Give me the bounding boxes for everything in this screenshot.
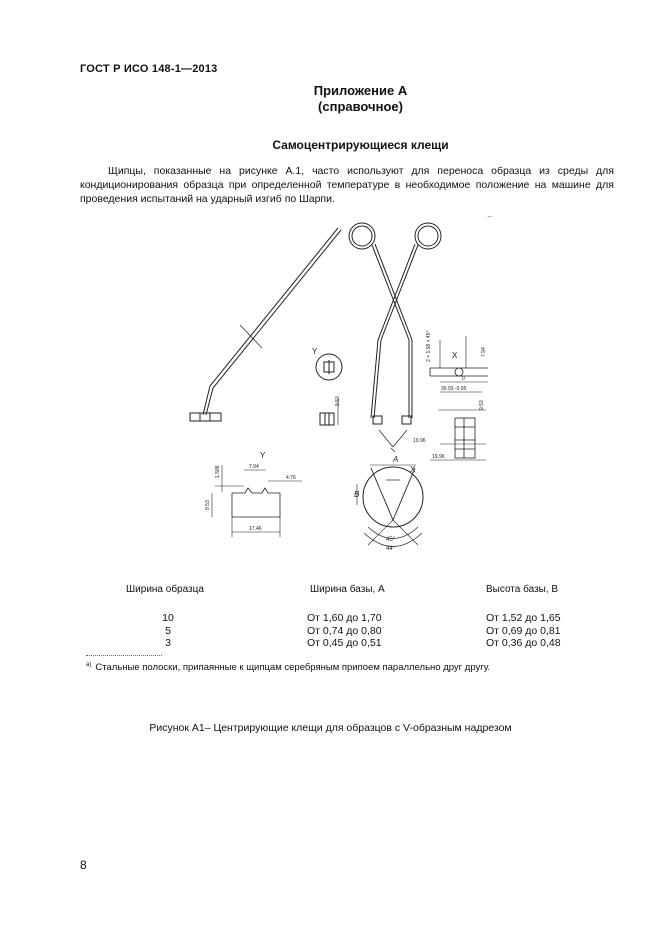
table-cell: От 1,52 до 1,65: [486, 612, 561, 624]
scan-marks: ..: [487, 209, 493, 219]
dim-19-96-b: 19.96: [432, 454, 445, 460]
dim-7-94-b: 7.94: [481, 347, 487, 357]
table-cell: 10: [162, 612, 174, 624]
dim-9-53-a: 9.53: [205, 500, 211, 510]
label-b-dim: B: [354, 490, 360, 499]
footnote-text: Стальные полоски, припаянные к щипцам серебряным припоем параллельно друг другу.: [95, 662, 491, 673]
detail-x-block: [430, 336, 488, 460]
section-y-circle: [316, 354, 342, 380]
dim-tolerance: 39.93 -0.05: [441, 386, 467, 392]
table-cell: От 0,69 до 0,81: [486, 624, 561, 637]
table-cell: От 0,45 до 0,51: [307, 637, 382, 649]
table-column-width: [160, 612, 176, 650]
label-a-dim: A: [393, 455, 399, 464]
page-number: 8: [80, 858, 87, 872]
dim-zero: 0: [462, 376, 465, 382]
annex-subtitle: (справочное): [318, 99, 403, 114]
dim-19-96-a: 19.96: [413, 438, 426, 444]
table-cell: 5: [165, 624, 171, 637]
angle-44: 44°: [386, 546, 396, 552]
dim-9-53-c: 9.53: [335, 396, 341, 406]
dim-17-46: 17.46: [249, 526, 262, 532]
dim-1-588: 1.588: [215, 465, 221, 478]
footnote-marker: a): [86, 662, 92, 668]
section-title: Самоцентрирующиеся клещи: [272, 138, 449, 152]
dim-chamfer: 2 × 1.58 × 45°: [426, 330, 432, 362]
document-header: ГОСТ Р ИСО 148-1—2013: [80, 63, 218, 75]
table-cell: 3: [165, 637, 171, 649]
table-column-base-height: [486, 612, 561, 650]
label-y-detail: Y: [260, 451, 266, 460]
table-cell: От 0,36 до 0,48: [486, 637, 561, 649]
dim-4-76: 4.76: [286, 475, 296, 481]
label-y-top: Y: [312, 347, 318, 356]
dim-7-94-a: 7.94: [249, 464, 259, 470]
table-cell: От 1,60 до 1,70: [307, 612, 382, 624]
table-column-base-width: [307, 612, 382, 650]
footnote: [86, 662, 490, 673]
table-cell: От 0,74 до 0,80: [307, 624, 382, 637]
table-header-base-width: Ширина базы, A: [310, 584, 385, 595]
side-view-tong: [190, 228, 341, 421]
figure-caption: Рисунок А1– Центрирующие клещи для образцов с V-образным надрезом: [149, 722, 512, 734]
body-paragraph: Щипцы, показанные на рисунке А.1, часто используют для переноса образца из среды для кондиционирования образца при определенной температуре в необходимое положение на машине для проведения испытаний на ударный изгиб по Шарпи.: [80, 165, 614, 205]
v-notch-detail: [357, 465, 423, 547]
table-header-base-height: Высота базы, B: [486, 584, 559, 595]
annex-title: Приложение А: [313, 83, 408, 98]
table-header-width: Ширина образца: [126, 584, 204, 595]
footnote-separator: [86, 655, 162, 656]
angle-45: 45°: [386, 537, 396, 543]
label-x-detail: X: [410, 465, 416, 474]
dim-9-53-b: 9.53: [479, 400, 485, 410]
label-x-top: X: [452, 351, 458, 360]
